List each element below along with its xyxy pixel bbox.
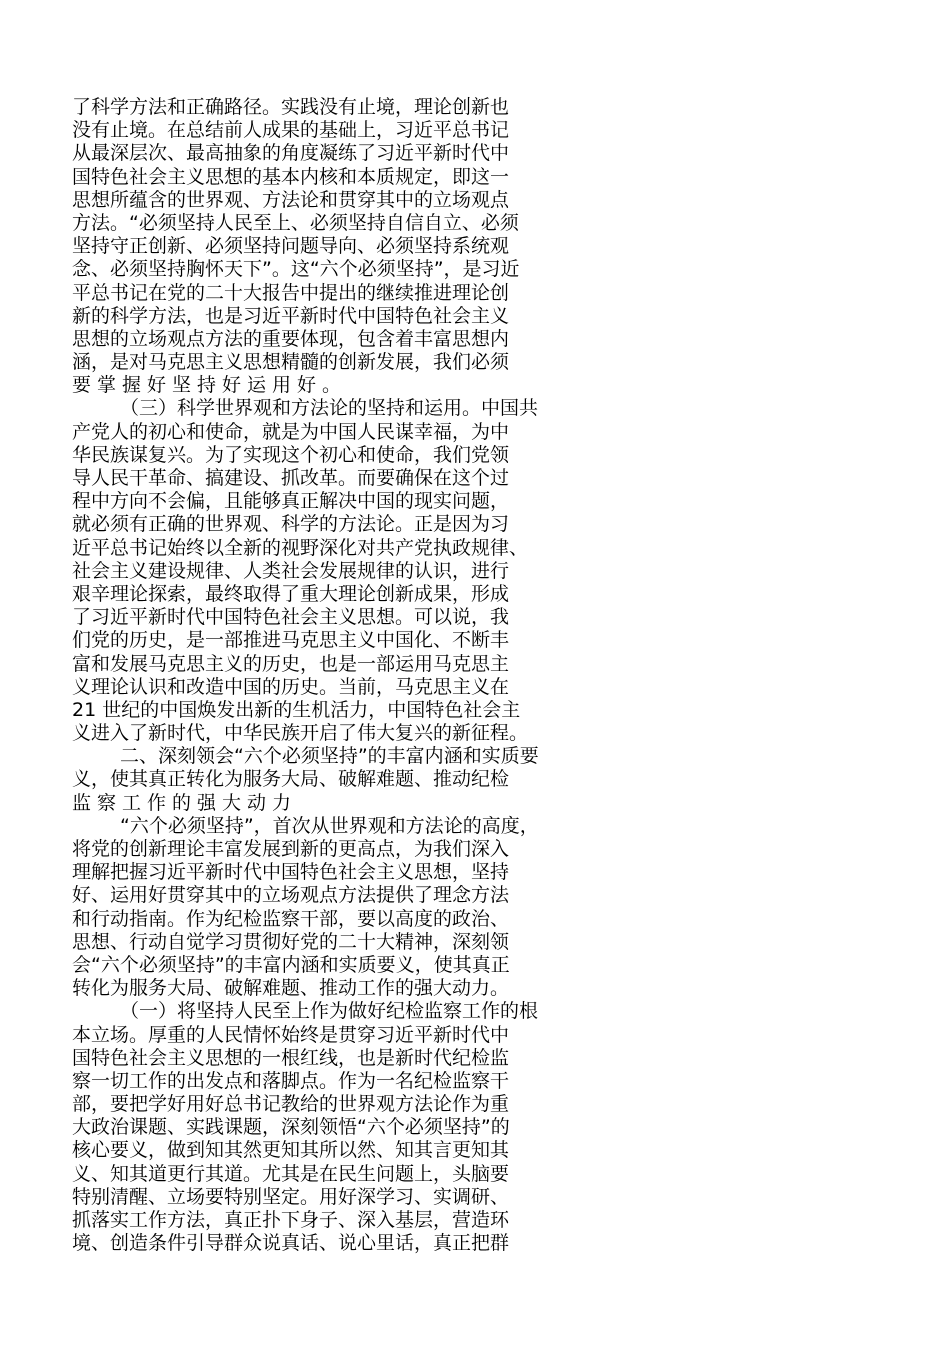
- text-line: 转化为服务大局、破解难题、推动工作的强大动力。: [72, 977, 510, 1000]
- text-line: 抓落实工作方法，真正扑下身子、深入基层，营造环: [72, 1209, 510, 1231]
- text-line: 了科学方法和正确路径。实践没有止境，理论创新也: [72, 96, 510, 118]
- text-line: 念、必须坚持胸怀天下”。这“六个必须坚持”，是习近: [72, 258, 520, 281]
- document-page: [72, 96, 867, 1255]
- text-line: 了习近平新时代中国特色社会主义思想。可以说，我: [72, 606, 510, 629]
- text-line: 境、创造条件引导群众说真话、说心里话，真正把群: [72, 1232, 510, 1255]
- text-line: 涵，是对马克思主义思想精髓的创新发展，我们必须: [72, 351, 510, 374]
- text-line: 近平总书记始终以全新的视野深化对共产党执政规律、: [72, 536, 529, 559]
- text-line: 社会主义建设规律、人类社会发展规律的认识，进行: [72, 559, 510, 582]
- text-line: 义进入了新时代，中华民族开启了伟大复兴的新征程。: [72, 722, 529, 745]
- text-line: 产党人的初心和使命，就是为中国人民谋幸福，为中: [72, 420, 510, 443]
- text-line: 艰辛理论探索，最终取得了重大理论创新成果，形成: [72, 582, 510, 605]
- text-line: 和行动指南。作为纪检监察干部，要以高度的政治、: [72, 907, 510, 930]
- text-line: 思想、行动自觉学习贯彻好党的二十大精神，深刻领: [72, 930, 510, 953]
- text-line: 思想所蕴含的世界观、方法论和贯穿其中的立场观点: [72, 188, 510, 211]
- text-line: 国特色社会主义思想的一根红线，也是新时代纪检监: [72, 1046, 510, 1069]
- text-line: 程中方向不会偏，且能够真正解决中国的现实问题，: [72, 490, 510, 513]
- text-line: 义理论认识和改造中国的历史。当前，马克思主义在: [72, 675, 510, 698]
- text-line: 平总书记在党的二十大报告中提出的继续推进理论创: [72, 281, 510, 304]
- text-line: 坚持守正创新、必须坚持问题导向、必须坚持系统观: [72, 235, 510, 258]
- text-line: 方法。“必须坚持人民至上、必须坚持自信自立、必须: [72, 211, 519, 234]
- text-line: “六个必须坚持”，首次从世界观和方法论的高度，: [120, 814, 539, 837]
- text-line: 义，使其真正转化为服务大局、破解难题、推动纪检: [72, 768, 510, 791]
- text-line: 监察工作的强大动力: [72, 791, 298, 814]
- text-line: 察一切工作的出发点和落脚点。作为一名纪检监察干: [72, 1069, 510, 1092]
- text-line: 二、深刻领会“六个必须坚持”的丰富内涵和实质要: [120, 745, 539, 768]
- text-line: 部，要把学好用好总书记教给的世界观方法论作为重: [72, 1093, 510, 1116]
- text-line: 富和发展马克思主义的历史，也是一部运用马克思主: [72, 652, 510, 675]
- text-line: 将党的创新理论丰富发展到新的更高点，为我们深入: [72, 838, 510, 860]
- text-line: 思想的立场观点方法的重要体现，包含着丰富思想内: [72, 327, 510, 350]
- text-line: 好、运用好贯穿其中的立场观点方法提供了理念方法: [72, 884, 510, 907]
- text-line: 就必须有正确的世界观、科学的方法论。正是因为习: [72, 513, 510, 536]
- text-line: 会“六个必须坚持”的丰富内涵和实质要义，使其真正: [72, 953, 510, 976]
- text-line: 大政治课题、实践课题，深刻领悟“六个必须坚持”的: [72, 1116, 510, 1139]
- text-line: 特别清醒、立场要特别坚定。用好深学习、实调研、: [72, 1185, 510, 1208]
- text-line: （三）科学世界观和方法论的坚持和运用。中国共: [120, 397, 539, 420]
- text-line: 义、知其道更行其道。尤其是在民生问题上，头脑要: [72, 1162, 510, 1185]
- text-line: 21 世纪的中国焕发出新的生机活力，中国特色社会主: [72, 698, 521, 721]
- text-line: 华民族谋复兴。为了实现这个初心和使命，我们党领: [72, 443, 510, 466]
- text-line: 要掌握好坚持好运用好。: [72, 374, 348, 397]
- text-line: 核心要义，做到知其然更知其所以然、知其言更知其: [72, 1139, 510, 1162]
- text-line: 导人民干革命、搞建设、抓改革。而要确保在这个过: [72, 467, 510, 489]
- text-line: 本立场。厚重的人民情怀始终是贯穿习近平新时代中: [72, 1023, 510, 1046]
- text-line: 没有止境。在总结前人成果的基础上，习近平总书记: [72, 119, 510, 142]
- text-line: （一）将坚持人民至上作为做好纪检监察工作的根: [120, 1000, 539, 1023]
- text-line: 理解把握习近平新时代中国特色社会主义思想，坚持: [72, 861, 510, 884]
- text-line: 国特色社会主义思想的基本内核和本质规定，即这一: [72, 165, 510, 188]
- text-line: 从最深层次、最高抽象的角度凝练了习近平新时代中: [72, 142, 510, 165]
- text-line: 新的科学方法，也是习近平新时代中国特色社会主义: [72, 304, 510, 327]
- text-line: 们党的历史，是一部推进马克思主义中国化、不断丰: [72, 629, 510, 652]
